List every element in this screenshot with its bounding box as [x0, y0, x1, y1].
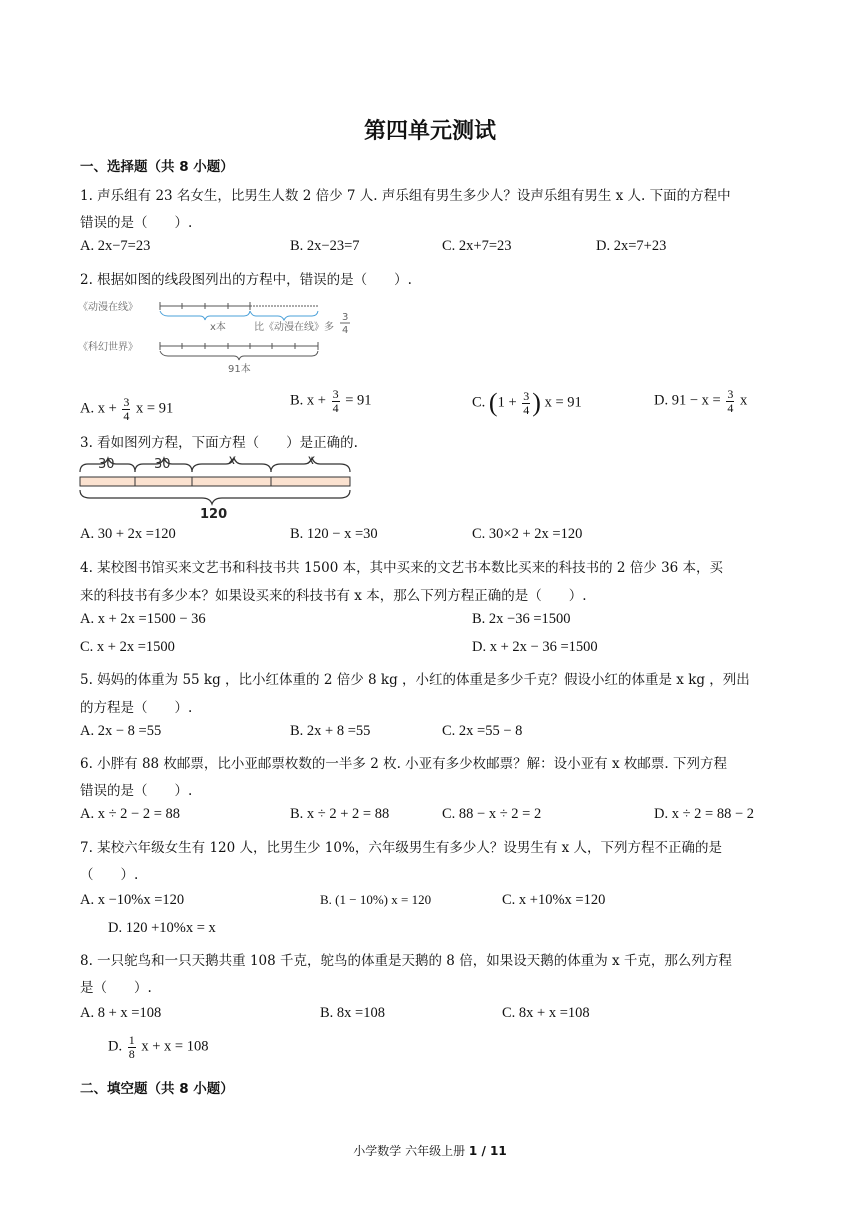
question-2-option-b: B. x + $\frac{3}{4}$ = 91: [290, 387, 372, 415]
question-7-option-b: B. (1 − 10%) x = 120: [320, 892, 432, 907]
question-8-option-b: B. 8x =108: [320, 1005, 385, 1021]
question-6-option-b: B. x ÷ 2 + 2 = 88: [290, 806, 390, 822]
question-4-option-d: D. x + 2x − 36 =1500: [472, 639, 598, 655]
question-8-option-a: A. 8 + x =108: [80, 1005, 162, 1021]
question-8-option-c: C. 8x + x =108: [502, 1005, 590, 1021]
question-4-option-c: C. x + 2x =1500: [80, 639, 175, 655]
question-5-option-a: A. 2x − 8 =55: [80, 723, 162, 739]
question-2-segment-diagram: [78, 294, 360, 376]
diagram-row2-label: 《科幻世界》: [78, 342, 138, 353]
question-5-option-b: B. 2x + 8 =55: [290, 723, 371, 739]
question-1-option-c: C. 2x+7=23: [442, 238, 512, 254]
diagram-row2-total: 91本: [228, 364, 251, 375]
question-1-text-cont: 错误的是（ ）.: [80, 215, 193, 231]
question-3-segment-diagram: [78, 454, 360, 522]
question-3-option-a: A. 30 + 2x =120: [80, 526, 176, 542]
question-8-option-d: D. $\frac{1}{8}$ x + x = 108: [108, 1033, 209, 1061]
section-heading-fill: 二、填空题（共 8 小题）: [80, 1081, 234, 1097]
question-4-text: 4. 某校图书馆买来文艺书和科技书共 1500 本，其中买来的文艺书本数比买来的科技书的 2 倍少 36 本，买: [80, 560, 724, 576]
question-3-option-c: C. 30×2 + 2x =120: [472, 526, 583, 542]
question-5-text-cont: 的方程是（ ）.: [80, 700, 193, 716]
diagram-row1-x-label: x本: [210, 322, 226, 333]
diagram-seg-1: 30: [98, 457, 115, 472]
section-heading-choice: 一、选择题（共 8 小题）: [80, 159, 234, 175]
question-7-option-c: C. x +10%x =120: [502, 892, 606, 908]
question-7-option-d: D. 120 +10%x = x: [108, 920, 216, 936]
question-7-text: 7. 某校六年级女生有 120 人，比男生少 10%，六年级男生有多少人？设男生有 x 人，下列方程不正确的是: [80, 840, 723, 856]
question-1-option-b: B. 2x−23=7: [290, 238, 360, 254]
page-footer: [0, 1142, 860, 1159]
diagram-frac-den: 4: [342, 325, 349, 336]
question-1-option-d: D. 2x=7+23: [596, 238, 667, 254]
question-3-option-b: B. 120 − x =30: [290, 526, 378, 542]
question-2-option-a: A. x + $\frac{3}{4}$ x = 91: [80, 395, 174, 423]
question-2-option-c: C. (1 + $\frac{3}{4}$ ) x = 91: [472, 388, 582, 417]
question-8-text: 8. 一只鸵鸟和一只天鹅共重 108 千克，鸵鸟的体重是天鹅的 8 倍，如果设天鹅的体重为 x 千克，那么列方程: [80, 953, 732, 969]
question-3-text: 3. 看如图列方程，下面方程（ ）是正确的.: [80, 435, 358, 451]
diagram-total: 120: [200, 507, 228, 522]
question-7-text-cont: （ ）.: [80, 867, 139, 883]
diagram-seg-4: x: [307, 454, 315, 468]
page-title: 第四单元测试: [363, 119, 496, 144]
question-4-option-a: A. x + 2x =1500 − 36: [80, 611, 206, 627]
diagram-seg-2: 30: [154, 457, 171, 472]
diagram-row1-more-label: 比《动漫在线》多: [254, 322, 334, 333]
question-4-option-b: B. 2x −36 =1500: [472, 611, 571, 627]
question-1-text: 1. 声乐组有 23 名女生，比男生人数 2 倍少 7 人. 声乐组有男生多少人？设声乐组有男生 x 人. 下面的方程中: [80, 188, 731, 204]
question-6-option-c: C. 88 − x ÷ 2 = 2: [442, 806, 542, 822]
question-6-text-cont: 错误的是（ ）.: [80, 783, 193, 799]
footer-page-number: 1 / 11: [468, 1144, 507, 1158]
question-6-option-d: D. x ÷ 2 = 88 − 2: [654, 806, 755, 822]
question-6-text: 6. 小胖有 88 枚邮票，比小亚邮票枚数的一半多 2 枚. 小亚有多少枚邮票？解：设小亚有 x 枚邮票. 下列方程: [80, 756, 727, 772]
diagram-row1-label: 《动漫在线》: [78, 302, 138, 313]
footer-label: 小学数学 六年级上册: [353, 1144, 469, 1158]
question-5-option-c: C. 2x =55 − 8: [442, 723, 523, 739]
diagram-frac-num: 3: [342, 312, 349, 323]
question-8-text-cont: 是（ ）.: [80, 980, 152, 996]
question-2-text: 2. 根据如图的线段图列出的方程中，错误的是（ ）.: [80, 272, 412, 288]
question-1-option-a: A. 2x−7=23: [80, 238, 151, 254]
question-5-text: 5. 妈妈的体重为 55 kg ，比小红体重的 2 倍少 8 kg ，小红的体重是多少千克？假设小红的体重是 x kg ，列出: [80, 672, 750, 688]
diagram-seg-3: x: [228, 454, 236, 468]
question-4-text-cont: 来的科技书有多少本？如果设买来的科技书有 x 本，那么下列方程正确的是（ ）.: [80, 588, 587, 604]
question-6-option-a: A. x ÷ 2 − 2 = 88: [80, 806, 181, 822]
question-2-option-d: D. 91 − x = $\frac{3}{4}$ x: [654, 387, 748, 415]
question-7-option-a: A. x −10%x =120: [80, 892, 185, 908]
